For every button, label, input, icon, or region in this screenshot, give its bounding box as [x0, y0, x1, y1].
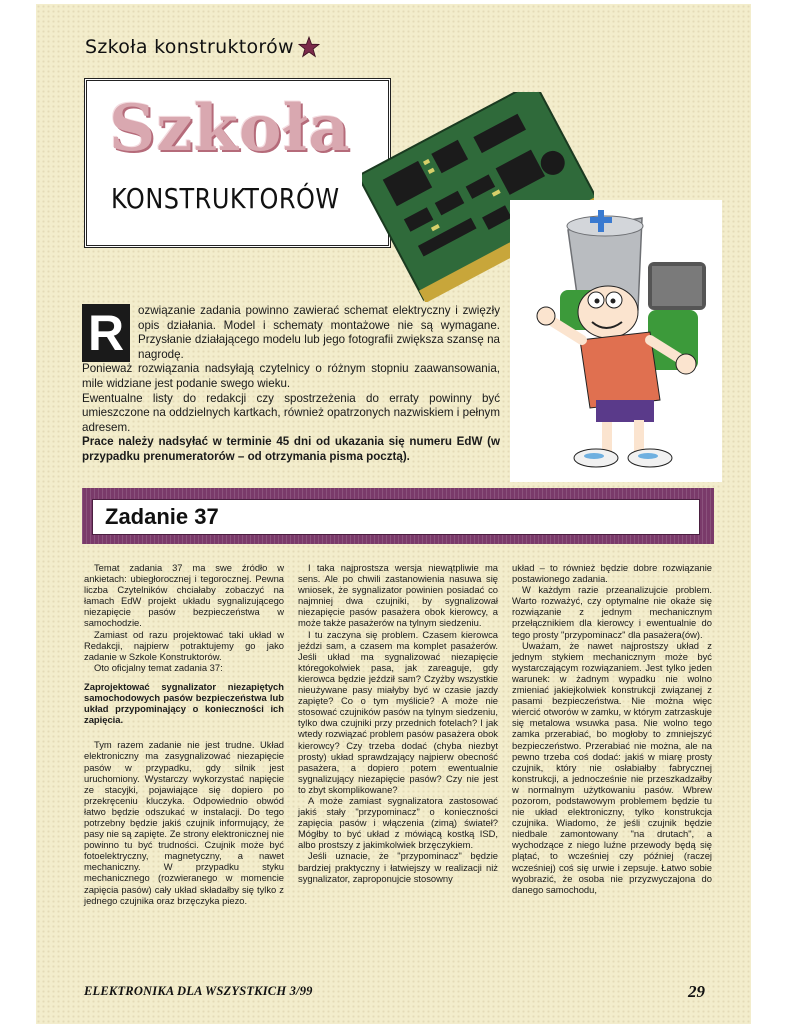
column-paragraph: Oto oficjalny temat zadania 37:: [94, 661, 223, 673]
task-statement: Zaprojektować sygnalizator niezapiętych samochodowych pasów bezpieczeństwa lub układ przypominający o konieczności ich zapięcia.: [84, 680, 284, 726]
column-paragraph: Uważam, że nawet najprostszy układ z jednym stykiem mechanicznym może być wystarczającym rozwiązaniem. Jest tylko jeden warunek: w żadnym wypadku nie wolno zmieniać jakiejkolwiek konstrukcji związanej z pasami bezpieczeństwa. Nie można więc wiercić otworów w zamku, w którym zatrzaskuje się metalowa wsuwka pasa. Nie wolno tego zamka przerabiać, bo mogłoby to zmniejszyć bezpieczeństwo. Przerabiać nie można, ale na pewno trzeba coś dodać: jakiś w miarę prosty czujnik, który nie osłabiałby fabrycznej konstrukcji, a jednocześnie nie przeszkadzałby w normalnym użytkowaniu pasów. Wbrew pozorom, podstawowym problemem będzie tu nie układ elektroniczny, tylko konstrukcja czujnika. Wiadomo, że jeśli czujnik będzie niedbale zamontowany "na drutach", a wychodzące z niego luźne przewody będą się plątać, to wcześniej czy później (raczej wcześniej) coś się urwie i zepsuje. Łatwo sobie wyobrazić, że osoba nie przyzwyczajona do danego samochodu,: [512, 639, 712, 895]
magazine-footer: ELEKTRONIKA DLA WSZYSTKICH 3/99: [84, 984, 313, 998]
column-paragraph: Tym razem zadanie nie jest trudne. Układ elektroniczny ma zasygnalizować niezapięcie pasów w przypadku, gdy silnik jest uruchomiony. Wystarczy wykorzystać napięcie ze stacyjki, pojawiające się dopiero po przekręceniu kluczyka. Odpowiednio obwód łatwo będzie odszukać w instalacji. Do tego potrzebny będzie jakiś czujnik informujący, że pasy nie są zapięte. Ze strony elektronicznej nie powinno tu być trudności. Czujnik może być fotoelektryczny, magnetyczny, a nawet mechaniczny. W przypadku styku mechanicznego (rozwieranego w momencie zapięcia pasów) cały układ składałby się tylko z jednego czujnika oraz brzęczyka piezo.: [84, 739, 284, 906]
column-paragraph: Jeśli uznacie, że "przypominacz" będzie bardziej praktyczny i łatwiejszy w realizacji niż sygnalizator, zaproponujcie stosowny: [298, 850, 498, 884]
column-paragraph: I tu zaczyna się problem. Czasem kierowca jeździ sam, a czasem ma komplet pasażerów. Jeśli układ ma sygnalizować niezapięcie któregokolwiek pasa, jak zareaguje, gdy kierowca będzie jeździł sam? Czyżby wszystkie nieużywane pasy miałyby być w czasie jazdy zapięte? Co o tym myślicie? A może nie stosować czujników pasów na tylnym siedzeniu, tylko dwa czujniki przy przednich fotelach? I jak wtedy rozwiązać problem pasów pasażera obok kierowcy? Czy trzeba dodać (chyba niezbyt prosty) układ sprawdzający najpierw obecność pasażera, a dopiero potem ewentualnie sygnalizujący niezapięcie pasów? Czy nie jest to zbyt skomplikowane?: [298, 628, 498, 795]
task-title: Zadanie 37: [105, 504, 219, 529]
column-paragraph: układ – to również będzie dobre rozwiązanie postawionego zadania.: [512, 562, 712, 585]
intro-deadline: Prace należy nadsyłać w terminie 45 dni od ukazania się numeru EdW (w przypadku prenumeratorów – od otrzymania pisma pocztą).: [82, 435, 500, 463]
cartoon-mascot-illustration: [510, 200, 722, 482]
drop-cap: R: [82, 304, 130, 362]
intro-paragraph: Ponieważ rozwiązania nadsyłają czytelnicy o różnym stopniu zaawansowania, mile widziane jest podanie swego wieku.: [82, 362, 500, 390]
column-paragraph: Zamiast od razu projektować taki układ w Redakcji, najpierw potraktujemy go jako zadanie w Szkole Konstruktorów.: [84, 628, 284, 662]
logo-title: Szkoła: [109, 91, 351, 166]
column-paragraph: W każdym razie przeanalizujcie problem. Warto rozważyć, czy optymalne nie okaże się rozwiązanie z jednym mechanicznym przełącznikiem dla kierowcy i ewentualnie do tego prosty "przypominacz" dla pasażera(ów).: [512, 584, 712, 640]
column-paragraph: Temat zadania 37 ma swe źródło w ankietach: ubiegłorocznej i tegorocznej. Pewna liczba Czytelników chciałaby zobaczyć na łamach EdW projekt układu sygnalizującego niezapięcie pasów bezpieczeństwa w samochodzie.: [84, 562, 284, 629]
logo-box: [84, 78, 391, 248]
star-icon: [298, 36, 320, 58]
column-paragraph: I taka najprostsza wersja niewątpliwie ma sens. Ale po chwili zastanowienia nasuwa się wniosek, że sygnalizator powinien posiadać co najmniej dwa czujniki, by sygnalizował niezapięcie pasów pasażera obok kierowcy, a może także pasażerów na tylnym siedzeniu.: [298, 562, 498, 629]
logo-subtitle: KONSTRUKTORÓW: [111, 182, 340, 216]
task-heading-box: [92, 499, 700, 535]
article-column-3: [512, 562, 712, 895]
task-heading-banner: [82, 488, 714, 544]
article-column-2: [298, 562, 498, 884]
section-header: Szkoła konstruktorów: [85, 36, 294, 58]
page-number: 29: [688, 982, 705, 1001]
intro-text: [82, 304, 500, 465]
column-paragraph: A może zamiast sygnalizatora zastosować jakiś stały "przypominacz" o konieczności zapięcia pasów i włączenia (zimą) świateł? Mógłby to być układ z mówiącą kostką ISD, albo prostszy z jakimkolwiek brzęczykiem.: [298, 794, 498, 851]
article-column-1: [84, 562, 284, 906]
intro-paragraph: Ewentualne listy do redakcji czy spostrzeżenia do erraty powinny być umieszczone na oddzielnych kartkach, również opatrzonych nazwiskiem i pełnym adresem.: [82, 391, 500, 434]
intro-paragraph: ozwiązanie zadania powinno zawierać schemat elektryczny i zwięzły opis działania. Model i schematy montażowe nie są wymagane. Przysłanie działającego modelu lub jego fotografii zwiększa szansę na nagrodę.: [138, 304, 500, 361]
